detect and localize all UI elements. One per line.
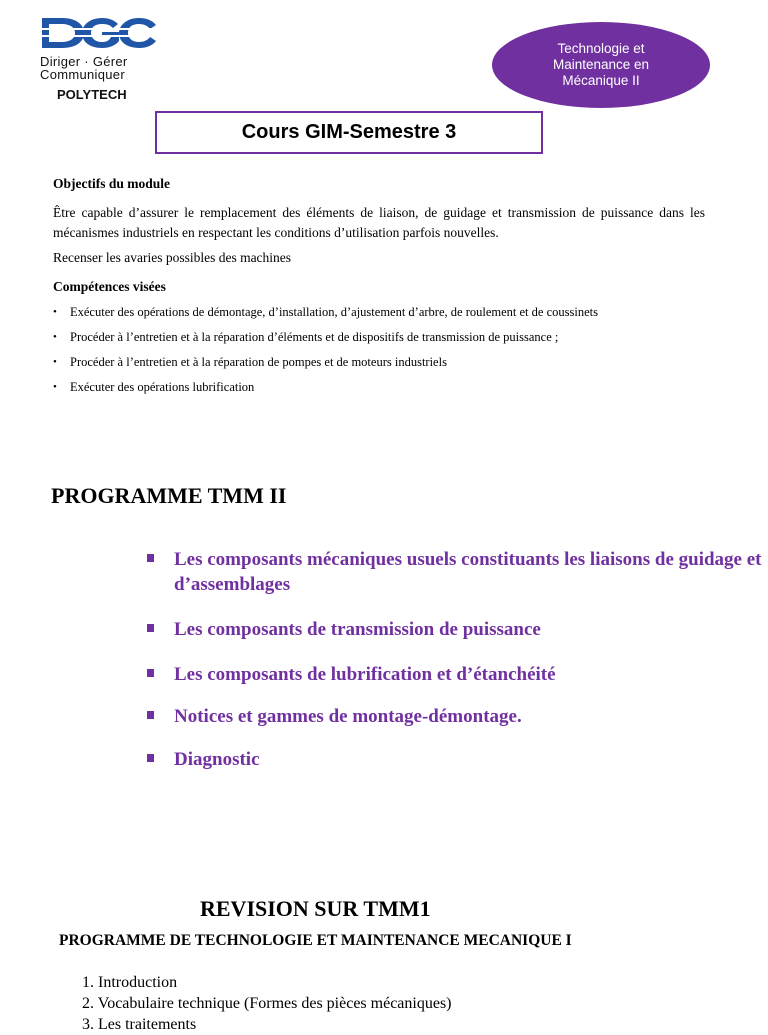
module-badge (492, 22, 710, 108)
programme-list (147, 547, 767, 772)
objectives-heading: Objectifs du module (53, 176, 171, 191)
revision-item: 1. Introduction (82, 974, 178, 991)
competence-item: • Exécuter des opérations de démontage, d’installation, d’ajustement d’arbre, de roulement et de coussinets (53, 305, 743, 330)
programme-item: Les composants de lubrification et d’étanchéité (147, 662, 767, 704)
objectives-paragraph: Être capable d’assurer le remplacement des éléments de liaison, de guidage et transmission de puissance dans les mécanismes industriels en respectant les conditions d’utilisation parfois nouvelles. (53, 205, 705, 240)
course-title: Cours GIM-Semestre 3 (155, 111, 543, 154)
revision-list (82, 972, 452, 1035)
revision-item: 3. Les traitements (82, 1016, 197, 1033)
programme-item: Notices et gammes de montage-démontage. (147, 704, 767, 747)
competence-item: • Exécuter des opérations lubrification (53, 380, 743, 405)
competences-heading: Compétences visées (53, 279, 166, 294)
programme-item: Les composants de transmission de puissance (147, 617, 767, 662)
objectives-paragraph-2: Recenser les avaries possibles des machines (53, 250, 292, 265)
programme-item: Diagnostic (147, 747, 767, 772)
competence-item: • Procéder à l’entretien et à la réparation de pompes et de moteurs industriels (53, 355, 743, 380)
logo-tagline-2: Communiquer (40, 67, 125, 82)
module-badge-text: Technologie et Maintenance en Mécanique II (552, 41, 650, 88)
programme-item: Les composants mécaniques usuels constituants les liaisons de guidage et d’assemblages (147, 547, 767, 617)
revision-item: 2. Vocabulaire technique (Formes des pièces mécaniques) (82, 995, 452, 1012)
school-name: POLYTECH (57, 87, 127, 102)
revision-heading: REVISION SUR TMM1 (200, 896, 431, 921)
competence-item: • Procéder à l’entretien et à la réparation d’éléments et de dispositifs de transmission de puissance ; (53, 330, 743, 355)
programme-heading: PROGRAMME TMM II (51, 483, 287, 508)
dgc-logo-mark (40, 14, 158, 52)
logo-tagline-1: Diriger · Gérer (40, 54, 128, 69)
competences-list (53, 305, 743, 405)
revision-subheading: PROGRAMME DE TECHNOLOGIE ET MAINTENANCE MECANIQUE I (59, 932, 572, 949)
